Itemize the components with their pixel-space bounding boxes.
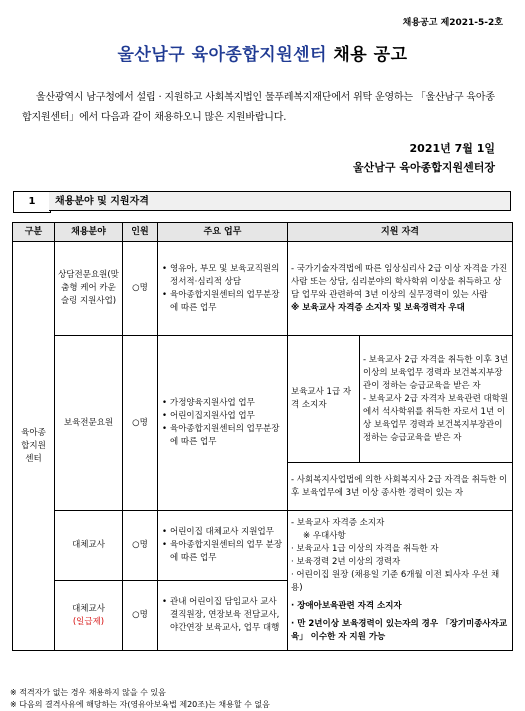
qual-cell	[288, 242, 513, 336]
field-label: 대체교사	[72, 603, 105, 614]
qual-line: - 보육교사 자격증 소지자	[291, 518, 385, 528]
qual-line: ※ 우대사항	[303, 531, 346, 541]
header-field: 채용분야	[55, 223, 123, 242]
count-cell: ○명	[123, 336, 158, 511]
duties-cell	[158, 242, 288, 336]
recruit-table	[12, 222, 513, 651]
duties-cell	[158, 336, 288, 511]
footer-note: ※ 다음의 결격사유에 해당하는 자(영유아보육법 제20조)는 채용할 수 없음	[10, 700, 270, 709]
duty-item: • 가정양육지원사업 업무	[170, 397, 284, 410]
duty-item: • 육아종합지원센터의 업무분장에 따른 업무	[170, 423, 284, 449]
count-cell: ○명	[123, 581, 158, 651]
duty-item: • 육아종합지원센터의 업무분장에 따른 업무	[170, 289, 284, 315]
field-cell: 상담전문요원(맞춤형 케어 카운슬링 지원사업)	[55, 242, 123, 336]
qual-bottom-cell: - 사회복지사업법에 의한 사회복지사 2급 자격을 취득한 이후 보육업무에 3년 이상 종사한 경력이 있는 자	[288, 463, 513, 511]
footer-note: ※ 적격자가 없는 경우 채용하지 않을 수 있음	[10, 688, 166, 697]
qual-line: · 보육교사 1급 이상의 자격을 취득한 자	[291, 544, 439, 554]
section-number: 1	[13, 191, 51, 213]
title-main: 울산남구 육아종합지원센터	[117, 45, 327, 65]
duty-item: • 어린이집지원사업 업무	[170, 410, 284, 423]
notice-number: 채용공고 제2021-5-2호	[402, 18, 503, 28]
duty-item: • 어린이집 대체교사 지원업무	[170, 526, 284, 539]
field-cell: 대체교사	[55, 511, 123, 581]
qual-line: · 만 2년이상 보육경력이 있는자의 경우 「장기미종사자교육」 이수한 자 지원 가능	[291, 619, 508, 642]
category-cell: 육아종합지원센터	[13, 242, 55, 651]
table-header-row	[13, 223, 513, 242]
field-cell	[55, 581, 123, 651]
qual-line: - 국가기술자격법에 따른 임상심리사 2급 이상 자격을 가진 사람 또는 상담, 심리분야의 학사학위 이상을 취득하고 상담 업무와 관련하여 3년 이상의 실무경력이 있는 사람	[291, 263, 508, 300]
field-cell: 보육전문요원	[55, 336, 123, 511]
header-duties: 주요 업무	[158, 223, 288, 242]
count-cell: ○명	[123, 511, 158, 581]
qual-line: - 보육교사 2급 자격을 취득한 이후 3년 이상의 보육업무 경력과 보건복지부장관이 정하는 승급교육을 받은 자	[363, 354, 509, 391]
field-note: (일급제)	[72, 616, 105, 627]
announce-date: 2021년 7월 1일	[409, 142, 495, 155]
table-row	[13, 336, 513, 463]
qual-line: · 어린이집 원장 (채용일 기준 6개월 이전 퇴사자 우선 채용)	[291, 570, 500, 593]
qual-line: · 장애아보육관련 자격 소지자	[291, 601, 402, 611]
page-title	[0, 40, 525, 65]
duties-cell	[158, 511, 288, 581]
duty-item: • 육아종합지원센터의 업무 분장에 따른 업무	[170, 539, 284, 565]
table-row	[13, 242, 513, 336]
table-row	[13, 511, 513, 581]
qual-right-cell	[360, 336, 513, 463]
title-suffix: 채용 공고	[326, 45, 408, 65]
qual-left-cell: 보육교사 1급 자격 소지자	[288, 336, 360, 463]
intro-paragraph: 울산광역시 남구청에서 설립 · 지원하고 사회복지법인 물푸레복지재단에서 위탁 운영하는 「울산남구 육아종합지원센터」에서 다음과 같이 채용하오니 많은 지원바랍니다.	[22, 92, 495, 123]
qual-line: - 보육교사 2급 자격자 보육관련 대학원에서 석사학위를 취득한 자로서 1년 이상 보육업무 경력과 보건복지부장관이 정하는 승급교육을 받은 자	[363, 393, 509, 443]
header-qualification: 지원 자격	[288, 223, 513, 242]
announce-org: 울산남구 육아종합지원센터장	[353, 161, 495, 174]
section-title: 채용분야 및 지원자격	[49, 191, 511, 211]
duty-item: • 관내 어린이집 담임교사 교사결직원장, 연장보육 전담교사, 야간연장 보육교사, 업무 대행	[170, 596, 284, 635]
header-category: 구분	[13, 223, 55, 242]
duty-item: • 영유아, 부모 및 보육교직원의 정서적·심리적 상담	[170, 263, 284, 289]
qual-cell	[288, 511, 513, 651]
header-count: 인원	[123, 223, 158, 242]
count-cell: ○명	[123, 242, 158, 336]
duties-cell	[158, 581, 288, 651]
qual-line: · 보육경력 2년 이상의 경력자	[291, 557, 401, 567]
qual-line: ※ 보육교사 자격증 소지자 및 보육경력자 우대	[291, 302, 465, 313]
